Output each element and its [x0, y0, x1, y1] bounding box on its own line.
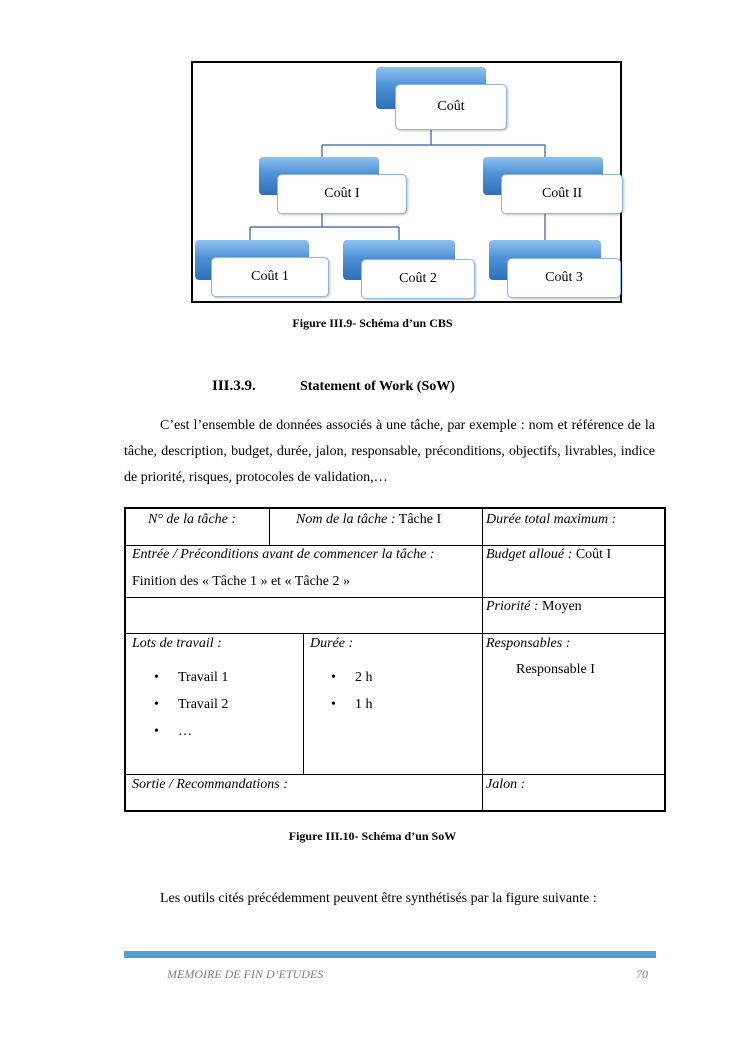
budget-value: Coût I	[575, 547, 612, 562]
row-divider	[126, 633, 664, 634]
priority-cell	[486, 599, 582, 615]
work-lots-label: Lots de travail :	[132, 636, 222, 651]
priority-label: Priorité :	[486, 599, 539, 614]
task-number-label: N° de la tâche :	[148, 512, 237, 527]
output-label: Sortie / Recommandations :	[132, 777, 288, 792]
section-title: Statement of Work (SoW)	[300, 379, 455, 394]
node-root	[395, 84, 507, 130]
closing-paragraph	[124, 886, 655, 912]
duration-text: 2 h	[355, 670, 373, 685]
node-cout-i-label: Coût I	[324, 186, 360, 201]
node-cout-1	[211, 257, 329, 297]
node-cout-2-label: Coût 2	[399, 271, 437, 286]
footer-bar	[124, 951, 656, 958]
bullet-icon: •	[331, 697, 336, 712]
column-divider	[303, 633, 304, 774]
node-root-label: Coût	[437, 99, 465, 114]
row-divider	[126, 774, 664, 775]
work-lot-text: …	[178, 724, 192, 739]
sow-table	[124, 507, 666, 812]
max-duration-label: Durée total maximum :	[486, 512, 617, 527]
bullet-icon: •	[154, 724, 159, 739]
responsible-value: Responsable I	[516, 662, 595, 677]
figure-10-caption: Figure III.10- Schéma d’un SoW	[288, 829, 457, 843]
footer-title: MEMOIRE DE FIN D’ETUDES	[167, 967, 324, 981]
node-cout-1-label: Coût 1	[251, 269, 289, 284]
task-name-value: Tâche I	[398, 512, 442, 527]
column-divider	[482, 509, 483, 810]
work-lot-text: Travail 1	[178, 670, 229, 685]
section-number: III.3.9.	[212, 378, 256, 394]
milestone-label: Jalon :	[486, 777, 526, 792]
bullet-icon: •	[331, 670, 336, 685]
duration-label: Durée :	[310, 636, 354, 651]
closing-paragraph-text: Les outils cités précédemment peuvent être synthétisés par la figure suivante :	[160, 891, 597, 906]
work-lot-text: Travail 2	[178, 697, 229, 712]
cbs-diagram	[191, 61, 622, 303]
node-cout-3-label: Coût 3	[545, 270, 583, 285]
column-divider	[269, 509, 270, 545]
node-cout-ii	[501, 174, 623, 214]
preconditions-label: Entrée / Préconditions avant de commencer la tâche :	[132, 547, 435, 562]
row-divider	[126, 597, 664, 598]
figure-9-caption: Figure III.9- Schéma d’un CBS	[292, 316, 453, 330]
budget-cell	[486, 547, 611, 563]
bullet-icon: •	[154, 697, 159, 712]
bullet-icon: •	[154, 670, 159, 685]
node-cout-3	[507, 258, 621, 298]
duration-text: 1 h	[355, 697, 373, 712]
node-cout-i	[277, 174, 407, 214]
node-cout-2	[361, 259, 475, 299]
row-divider	[126, 545, 664, 546]
intro-paragraph	[124, 413, 655, 491]
node-cout-ii-label: Coût II	[541, 186, 583, 201]
priority-value: Moyen	[542, 599, 582, 614]
responsibles-label: Responsables :	[486, 636, 571, 651]
intro-paragraph-text: C’est l’ensemble de données associés à une tâche, par exemple : nom et référence de la tâche, description, budget, durée, jalon, responsable, préconditions, objectifs, livrables, indice de priorité, risques, protocoles de validation,…	[124, 418, 655, 485]
preconditions-value: Finition des « Tâche 1 » et « Tâche 2 »	[132, 574, 350, 589]
task-name-label: Nom de la tâche :	[296, 512, 396, 527]
task-name-cell	[296, 512, 441, 528]
budget-label: Budget alloué :	[486, 547, 573, 562]
page-number: 70	[636, 967, 648, 981]
